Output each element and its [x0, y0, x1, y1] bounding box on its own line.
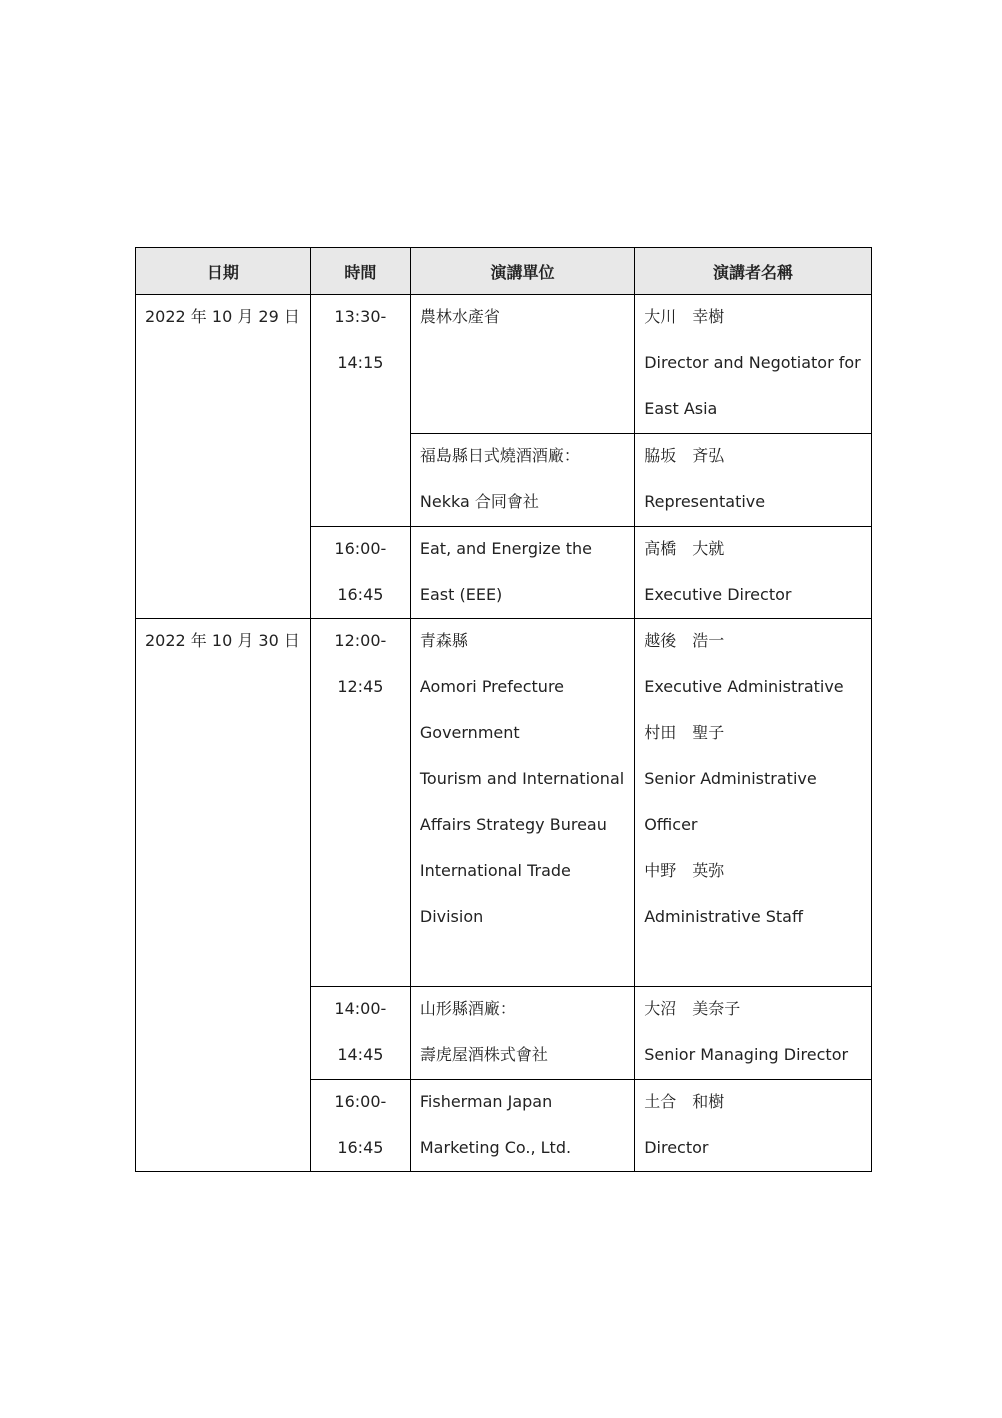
- time-end: 14:45: [337, 1045, 384, 1064]
- time-start: 13:30-: [334, 307, 387, 326]
- speaker-name: 中野 英弥: [644, 861, 725, 880]
- organization-line: Division: [419, 907, 484, 926]
- speaker-title: Senior Managing Director: [644, 1045, 849, 1064]
- header-time: 時間: [310, 248, 410, 295]
- speaker-title: Officer: [644, 815, 698, 834]
- organization-line: Marketing Co., Ltd.: [419, 1138, 572, 1157]
- speaker-name: 村田 聖子: [644, 723, 725, 742]
- organization-line: 山形縣酒廠：: [419, 999, 516, 1018]
- time-cell: [310, 987, 410, 1080]
- time-start: 16:00-: [334, 539, 387, 558]
- speaker-cell: [635, 295, 872, 434]
- time-end: 16:45: [337, 1138, 384, 1157]
- organization-cell: [410, 295, 634, 434]
- date-cell: [136, 619, 311, 1172]
- time-end: 12:45: [337, 677, 384, 696]
- speaker-cell: [635, 434, 872, 527]
- speaker-cell: [635, 619, 872, 987]
- speaker-cell: [635, 987, 872, 1080]
- time-start: 12:00-: [334, 631, 387, 650]
- table-row: [136, 295, 872, 434]
- organization-line: Tourism and International: [419, 769, 625, 788]
- speaker-name: 土合 和樹: [644, 1092, 725, 1111]
- speaker-title: Representative: [644, 492, 766, 511]
- speaker-title: Senior Administrative: [644, 769, 817, 788]
- organization-cell: [410, 619, 634, 987]
- time-start: 16:00-: [334, 1092, 387, 1111]
- organization-cell: [410, 527, 634, 619]
- organization-line: Affairs Strategy Bureau: [419, 815, 607, 834]
- organization-line: 壽虎屋酒株式會社: [419, 1045, 548, 1064]
- organization-line: International Trade: [419, 861, 571, 880]
- organization-line: Aomori Prefecture: [419, 677, 565, 696]
- speaker-title: East Asia: [644, 399, 718, 418]
- organization-line: 農林水產省: [419, 307, 500, 326]
- table-row: [136, 619, 872, 987]
- date-text: 2022 年 10 月 30 日: [145, 631, 300, 650]
- header-speaker: 演講者名稱: [635, 248, 872, 295]
- organization-line: 青森縣: [419, 631, 468, 650]
- speaker-title: Director and Negotiator for: [644, 353, 861, 372]
- time-cell: [310, 527, 410, 619]
- speaker-name: 大沼 美奈子: [644, 999, 741, 1018]
- time-start: 14:00-: [334, 999, 387, 1018]
- speaker-cell: [635, 527, 872, 619]
- time-cell: [310, 1080, 410, 1172]
- header-organization: 演講單位: [410, 248, 634, 295]
- speaker-name: 越後 浩一: [644, 631, 725, 650]
- time-end: 14:15: [337, 353, 384, 372]
- organization-line: Eat, and Energize the: [419, 539, 592, 558]
- organization-cell: [410, 987, 634, 1080]
- header-date: 日期: [136, 248, 311, 295]
- speaker-name: 脇坂 斉弘: [644, 446, 725, 465]
- organization-cell: [410, 434, 634, 527]
- speaker-name: 大川 幸樹: [644, 307, 725, 326]
- organization-cell: [410, 1080, 634, 1172]
- organization-line: Government: [419, 723, 520, 742]
- speaker-name: 高橋 大就: [644, 539, 725, 558]
- date-text: 2022 年 10 月 29 日: [145, 307, 300, 326]
- organization-line: East (EEE): [419, 585, 503, 604]
- time-cell: [310, 619, 410, 987]
- time-end: 16:45: [337, 585, 384, 604]
- speaker-title: Executive Director: [644, 585, 792, 604]
- speaker-title: Administrative Staff: [644, 907, 804, 926]
- date-cell: [136, 295, 311, 619]
- organization-line: 福島縣日式燒酒酒廠：: [419, 446, 580, 465]
- organization-line: Nekka 合同會社: [419, 492, 539, 511]
- speaker-title: Executive Administrative: [644, 677, 844, 696]
- organization-line: Fisherman Japan: [419, 1092, 553, 1111]
- time-cell: [310, 295, 410, 527]
- schedule-table: [135, 247, 872, 1172]
- speaker-cell: [635, 1080, 872, 1172]
- speaker-title: Director: [644, 1138, 709, 1157]
